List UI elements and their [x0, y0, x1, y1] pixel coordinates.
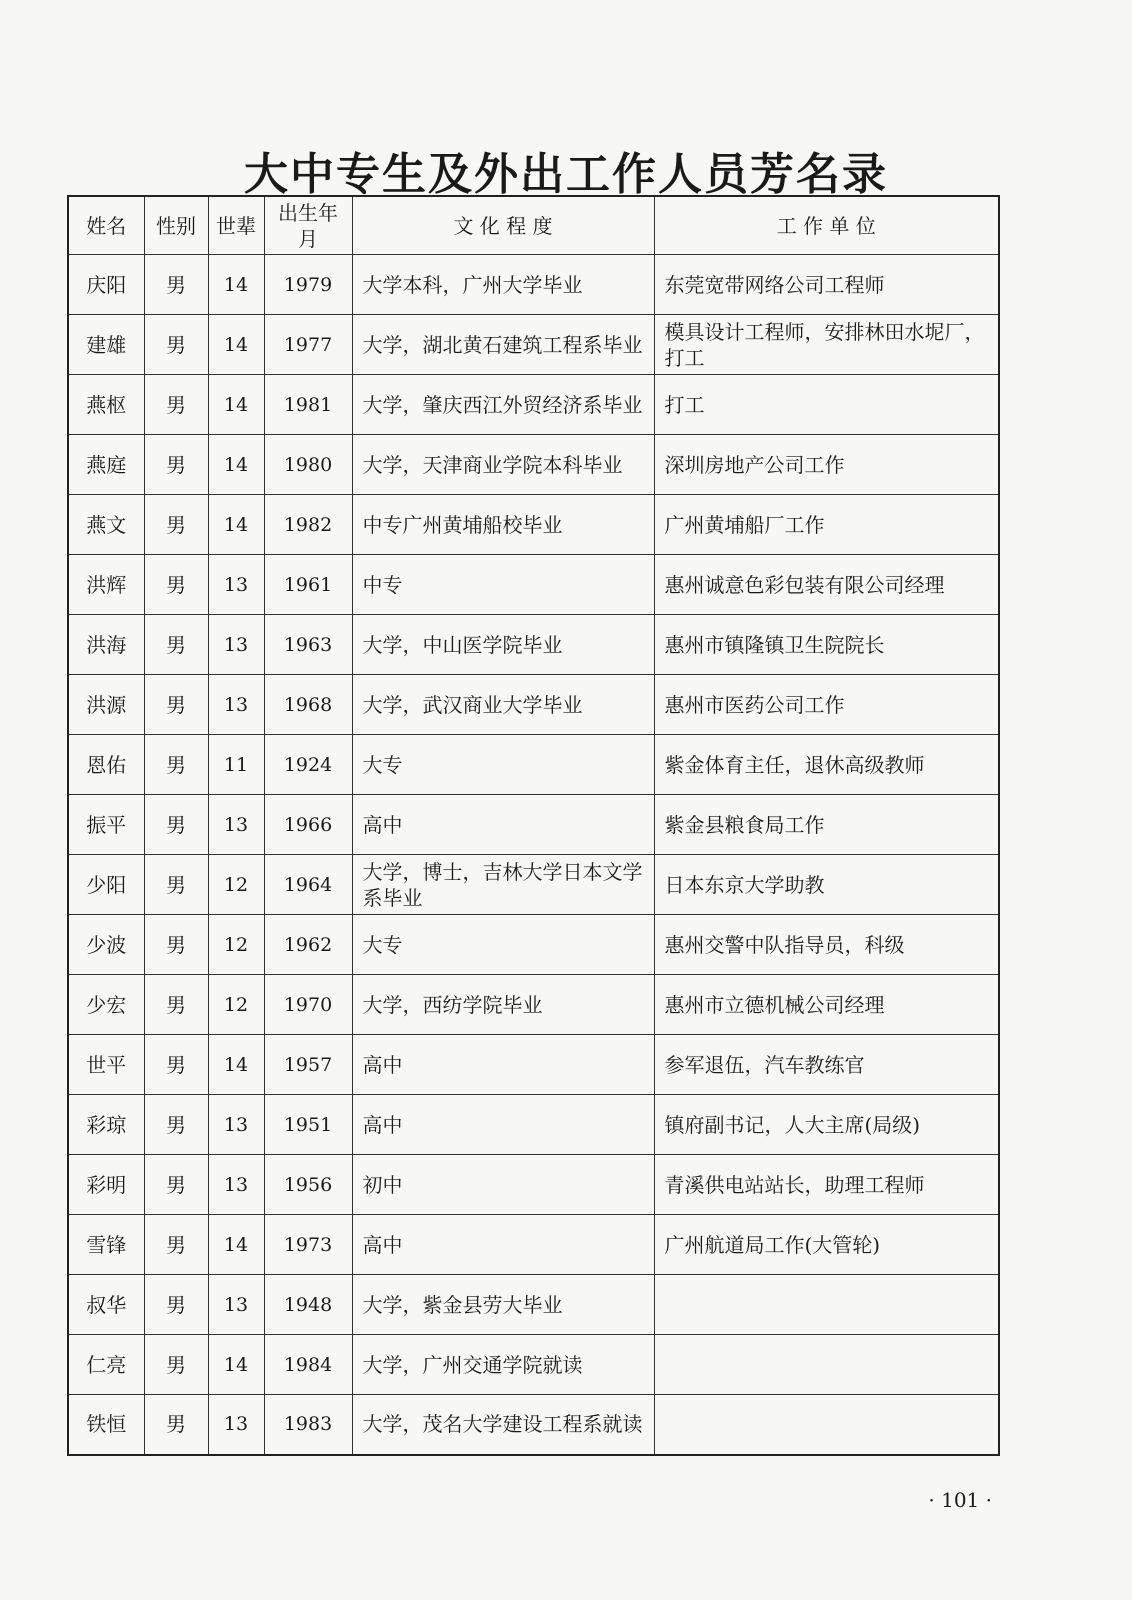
cell-workplace: 打工 — [654, 375, 999, 435]
cell-generation: 13 — [208, 615, 264, 675]
cell-generation: 12 — [208, 915, 264, 975]
cell-workplace: 广州航道局工作(大管轮) — [654, 1215, 999, 1275]
cell-workplace — [654, 1275, 999, 1335]
cell-generation: 13 — [208, 555, 264, 615]
cell-name: 少波 — [68, 915, 144, 975]
cell-workplace: 镇府副书记，人大主席(局级) — [654, 1095, 999, 1155]
cell-birth: 1948 — [264, 1275, 352, 1335]
cell-gender: 男 — [144, 1095, 208, 1155]
cell-birth: 1951 — [264, 1095, 352, 1155]
cell-workplace: 紫金县粮食局工作 — [654, 795, 999, 855]
cell-education: 大学本科，广州大学毕业 — [352, 255, 654, 315]
cell-generation: 14 — [208, 495, 264, 555]
table-row — [68, 975, 999, 1035]
cell-birth: 1979 — [264, 255, 352, 315]
cell-gender: 男 — [144, 735, 208, 795]
cell-education: 大学，中山医学院毕业 — [352, 615, 654, 675]
cell-birth: 1963 — [264, 615, 352, 675]
cell-gender: 男 — [144, 555, 208, 615]
cell-gender: 男 — [144, 1155, 208, 1215]
cell-generation: 14 — [208, 1035, 264, 1095]
cell-birth: 1970 — [264, 975, 352, 1035]
cell-generation: 11 — [208, 735, 264, 795]
cell-gender: 男 — [144, 795, 208, 855]
cell-gender: 男 — [144, 495, 208, 555]
cell-education: 大专 — [352, 915, 654, 975]
cell-birth: 1956 — [264, 1155, 352, 1215]
cell-gender: 男 — [144, 1335, 208, 1395]
cell-workplace: 紫金体育主任，退休高级教师 — [654, 735, 999, 795]
cell-education: 高中 — [352, 795, 654, 855]
cell-workplace: 参军退伍，汽车教练官 — [654, 1035, 999, 1095]
cell-name: 世平 — [68, 1035, 144, 1095]
cell-name: 洪源 — [68, 675, 144, 735]
cell-generation: 13 — [208, 1095, 264, 1155]
cell-gender: 男 — [144, 975, 208, 1035]
table-row — [68, 1095, 999, 1155]
cell-generation: 12 — [208, 855, 264, 915]
cell-generation: 14 — [208, 435, 264, 495]
cell-gender: 男 — [144, 1215, 208, 1275]
cell-workplace: 日本东京大学助教 — [654, 855, 999, 915]
cell-workplace — [654, 1335, 999, 1395]
cell-birth: 1983 — [264, 1395, 352, 1455]
page-title: 大中专生及外出工作人员芳名录 — [244, 149, 888, 200]
cell-generation: 12 — [208, 975, 264, 1035]
cell-workplace: 惠州市医药公司工作 — [654, 675, 999, 735]
cell-workplace: 惠州交警中队指导员，科级 — [654, 915, 999, 975]
cell-workplace: 广州黄埔船厂工作 — [654, 495, 999, 555]
cell-education: 中专 — [352, 555, 654, 615]
header-birth: 出生年月 — [264, 196, 352, 255]
header-name: 姓名 — [68, 196, 144, 255]
roster-table — [67, 195, 1000, 1456]
cell-generation: 14 — [208, 255, 264, 315]
cell-education: 大学，天津商业学院本科毕业 — [352, 435, 654, 495]
cell-name: 洪辉 — [68, 555, 144, 615]
table-row — [68, 555, 999, 615]
cell-name: 燕庭 — [68, 435, 144, 495]
header-generation: 世辈 — [208, 196, 264, 255]
cell-education: 大专 — [352, 735, 654, 795]
table-row — [68, 795, 999, 855]
cell-birth: 1962 — [264, 915, 352, 975]
page-number: · 101 · — [928, 1488, 992, 1512]
cell-workplace — [654, 1395, 999, 1455]
cell-name: 彩明 — [68, 1155, 144, 1215]
cell-education: 大学，茂名大学建设工程系就读 — [352, 1395, 654, 1455]
cell-education: 高中 — [352, 1095, 654, 1155]
cell-gender: 男 — [144, 1035, 208, 1095]
cell-workplace: 青溪供电站站长，助理工程师 — [654, 1155, 999, 1215]
table-row — [68, 375, 999, 435]
table-row — [68, 315, 999, 375]
cell-generation: 13 — [208, 1275, 264, 1335]
cell-gender: 男 — [144, 615, 208, 675]
cell-workplace: 模具设计工程师，安排林田水坭厂，打工 — [654, 315, 999, 375]
cell-name: 少阳 — [68, 855, 144, 915]
cell-education: 大学，西纺学院毕业 — [352, 975, 654, 1035]
cell-birth: 1966 — [264, 795, 352, 855]
table-row — [68, 615, 999, 675]
cell-education: 大学，博士，吉林大学日本文学系毕业 — [352, 855, 654, 915]
cell-name: 建雄 — [68, 315, 144, 375]
header-gender: 性别 — [144, 196, 208, 255]
cell-name: 恩佑 — [68, 735, 144, 795]
cell-workplace: 惠州诚意色彩包装有限公司经理 — [654, 555, 999, 615]
cell-name: 彩琼 — [68, 1095, 144, 1155]
cell-education: 大学，广州交通学院就读 — [352, 1335, 654, 1395]
cell-generation: 14 — [208, 1335, 264, 1395]
cell-birth: 1981 — [264, 375, 352, 435]
cell-birth: 1924 — [264, 735, 352, 795]
cell-name: 燕文 — [68, 495, 144, 555]
cell-gender: 男 — [144, 435, 208, 495]
cell-gender: 男 — [144, 675, 208, 735]
header-workplace: 工 作 单 位 — [654, 196, 999, 255]
cell-gender: 男 — [144, 1395, 208, 1455]
cell-gender: 男 — [144, 375, 208, 435]
table-row — [68, 1395, 999, 1455]
cell-gender: 男 — [144, 1275, 208, 1335]
cell-name: 雪锋 — [68, 1215, 144, 1275]
cell-generation: 13 — [208, 1395, 264, 1455]
cell-workplace: 惠州市镇隆镇卫生院院长 — [654, 615, 999, 675]
cell-gender: 男 — [144, 315, 208, 375]
table-row — [68, 255, 999, 315]
cell-birth: 1982 — [264, 495, 352, 555]
cell-birth: 1964 — [264, 855, 352, 915]
cell-education: 大学，武汉商业大学毕业 — [352, 675, 654, 735]
cell-birth: 1957 — [264, 1035, 352, 1095]
table-row — [68, 495, 999, 555]
cell-education: 高中 — [352, 1035, 654, 1095]
cell-education: 大学，肇庆西江外贸经济系毕业 — [352, 375, 654, 435]
cell-education: 中专广州黄埔船校毕业 — [352, 495, 654, 555]
table-row — [68, 1155, 999, 1215]
cell-gender: 男 — [144, 855, 208, 915]
cell-birth: 1984 — [264, 1335, 352, 1395]
table-row — [68, 1275, 999, 1335]
cell-birth: 1968 — [264, 675, 352, 735]
cell-gender: 男 — [144, 915, 208, 975]
cell-name: 振平 — [68, 795, 144, 855]
cell-education: 初中 — [352, 1155, 654, 1215]
cell-generation: 14 — [208, 1215, 264, 1275]
cell-generation: 14 — [208, 375, 264, 435]
table-row — [68, 915, 999, 975]
roster-body — [68, 255, 999, 1455]
table-row — [68, 735, 999, 795]
cell-generation: 13 — [208, 1155, 264, 1215]
cell-name: 燕枢 — [68, 375, 144, 435]
table-row — [68, 675, 999, 735]
cell-name: 叔华 — [68, 1275, 144, 1335]
cell-name: 庆阳 — [68, 255, 144, 315]
header-row — [68, 196, 999, 255]
table-row — [68, 1215, 999, 1275]
cell-generation: 14 — [208, 315, 264, 375]
cell-generation: 13 — [208, 795, 264, 855]
cell-education: 大学，紫金县劳大毕业 — [352, 1275, 654, 1335]
cell-workplace: 惠州市立德机械公司经理 — [654, 975, 999, 1035]
cell-gender: 男 — [144, 255, 208, 315]
header-education: 文 化 程 度 — [352, 196, 654, 255]
cell-education: 高中 — [352, 1215, 654, 1275]
cell-birth: 1973 — [264, 1215, 352, 1275]
table-row — [68, 1035, 999, 1095]
cell-name: 洪海 — [68, 615, 144, 675]
cell-education: 大学，湖北黄石建筑工程系毕业 — [352, 315, 654, 375]
table-row — [68, 435, 999, 495]
table-row — [68, 1335, 999, 1395]
cell-birth: 1961 — [264, 555, 352, 615]
cell-workplace: 东莞宽带网络公司工程师 — [654, 255, 999, 315]
cell-name: 铁恒 — [68, 1395, 144, 1455]
cell-workplace: 深圳房地产公司工作 — [654, 435, 999, 495]
cell-name: 少宏 — [68, 975, 144, 1035]
cell-name: 仁亮 — [68, 1335, 144, 1395]
cell-birth: 1980 — [264, 435, 352, 495]
cell-generation: 13 — [208, 675, 264, 735]
table-row — [68, 855, 999, 915]
cell-birth: 1977 — [264, 315, 352, 375]
